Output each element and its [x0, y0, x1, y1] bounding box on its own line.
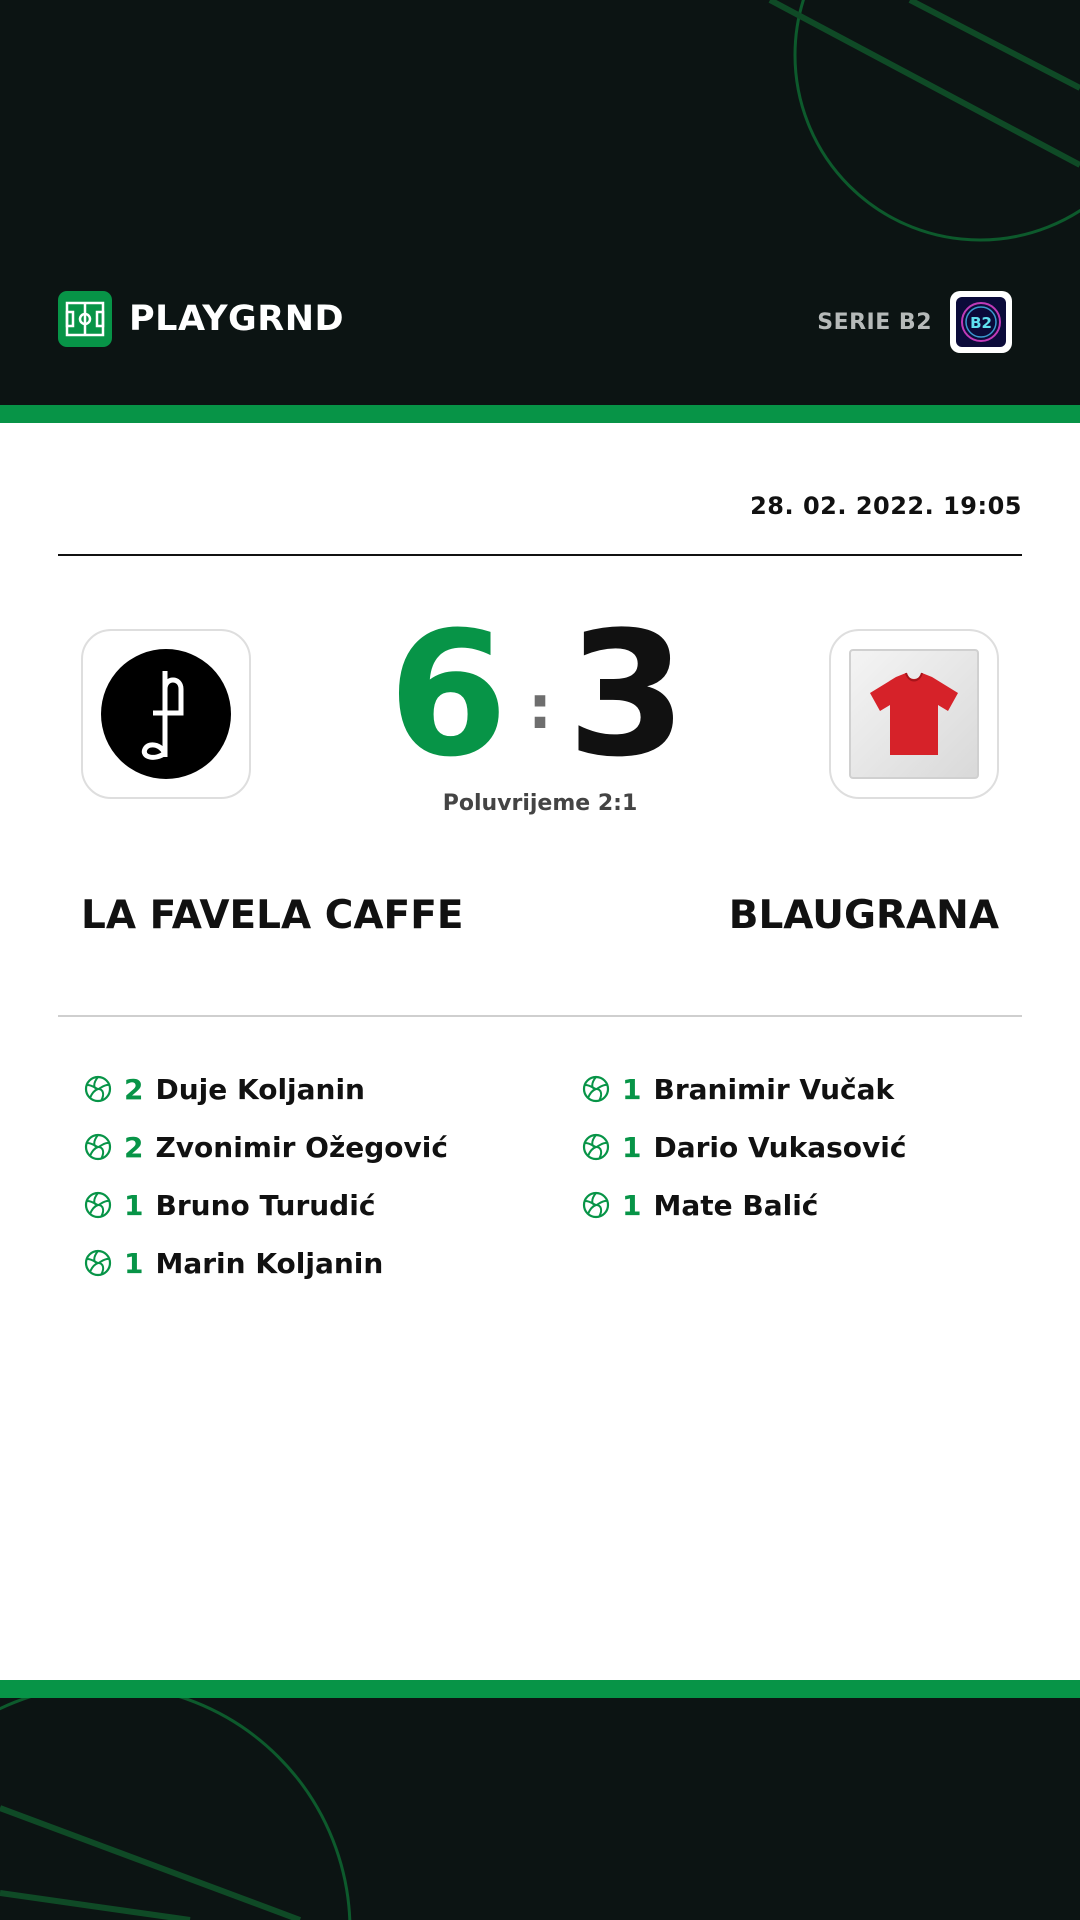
scorer-row [582, 1118, 1042, 1176]
league-name: SERIE B2 [817, 309, 932, 335]
scorer-row [84, 1176, 544, 1234]
scorer-name[interactable]: Marin Koljanin [155, 1246, 384, 1280]
away-team-name[interactable]: BLAUGRANA [728, 893, 999, 938]
scorer-row [84, 1060, 544, 1118]
score-separator: : [528, 673, 552, 743]
soccer-ball-icon [84, 1191, 112, 1219]
away-scorers-list [582, 1060, 1042, 1234]
brand[interactable] [58, 291, 344, 347]
scorer-row [84, 1234, 544, 1292]
shirt-icon [849, 649, 979, 779]
home-team-name[interactable]: LA FAVELA CAFFE [81, 893, 464, 938]
home-scorers-list [84, 1060, 544, 1292]
pitch-lines-decoration [0, 1698, 1080, 1920]
scorer-goals: 2 [124, 1072, 144, 1106]
away-score: 3 [567, 594, 687, 795]
scorer-row [582, 1176, 1042, 1234]
pitch-icon [58, 291, 112, 347]
scorer-goals: 1 [622, 1072, 642, 1106]
footer-band [0, 1698, 1080, 1920]
away-team-logo[interactable] [829, 629, 999, 799]
footer-accent-bar [0, 1680, 1080, 1698]
scorer-goals: 2 [124, 1130, 144, 1164]
scorer-name[interactable]: Dario Vukasović [653, 1130, 907, 1164]
league-badge[interactable] [950, 291, 1012, 353]
scorer-name[interactable]: Mate Balić [653, 1188, 819, 1222]
header-accent-bar [0, 405, 1080, 423]
scorer-goals: 1 [124, 1246, 144, 1280]
scorer-name[interactable]: Branimir Vučak [653, 1072, 895, 1106]
divider [58, 554, 1022, 556]
league-badge-icon [956, 297, 1006, 347]
soccer-ball-icon [582, 1133, 610, 1161]
scorer-name[interactable]: Bruno Turudić [155, 1188, 376, 1222]
scorer-name[interactable]: Duje Koljanin [155, 1072, 365, 1106]
league-badge-text: B2 [970, 314, 992, 332]
soccer-ball-icon [582, 1075, 610, 1103]
soccer-ball-icon [84, 1133, 112, 1161]
soccer-ball-icon [582, 1191, 610, 1219]
scorer-goals: 1 [124, 1188, 144, 1222]
scorer-row [582, 1060, 1042, 1118]
league-info [817, 291, 1012, 353]
scorer-row [84, 1118, 544, 1176]
halftime-score: Poluvrijeme 2:1 [442, 791, 638, 816]
brand-name: PLAYGRND [129, 299, 345, 339]
scorer-name[interactable]: Zvonimir Ožegović [155, 1130, 448, 1164]
scorer-goals: 1 [622, 1130, 642, 1164]
match-datetime: 28. 02. 2022. 19:05 [750, 492, 1022, 520]
scorer-goals: 1 [622, 1188, 642, 1222]
home-score: 6 [388, 594, 508, 795]
divider [58, 1015, 1022, 1017]
soccer-ball-icon [84, 1249, 112, 1277]
soccer-ball-icon [84, 1075, 112, 1103]
